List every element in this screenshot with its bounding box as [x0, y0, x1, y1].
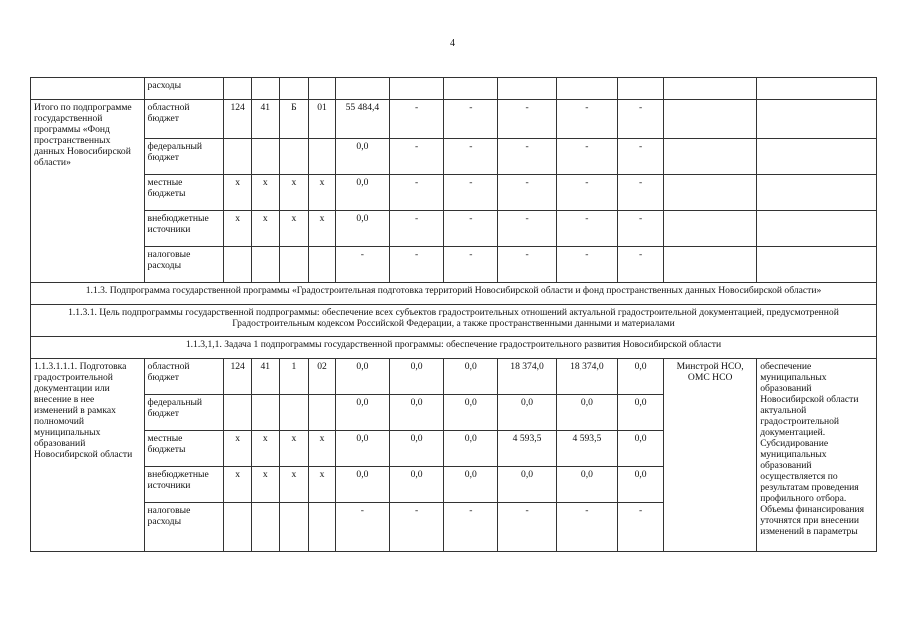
value-cell: 0,0: [335, 431, 389, 467]
value-cell: -: [618, 211, 664, 247]
carry-over-row: [31, 78, 877, 100]
table-cell: [757, 247, 877, 283]
value-cell: 0,0: [618, 431, 664, 467]
rz-cell: [251, 247, 279, 283]
measure-name: 1.1.3.1.1.1. Подготовка градостроительной документации или внесение в нее изменений в рамках полномочий муниципальных образований Новосибирской области: [31, 359, 145, 552]
table-row: [31, 359, 877, 395]
value-cell: -: [444, 503, 498, 552]
source-cell: внебюджетные источники: [144, 211, 224, 247]
value-cell: 18 374,0: [498, 359, 556, 395]
page-number: 4: [450, 38, 455, 49]
value-cell: -: [444, 247, 498, 283]
source-cell: расходы: [144, 78, 224, 100]
pr-cell: [279, 503, 309, 552]
value-cell: 0,0: [444, 395, 498, 431]
rz-cell: [251, 139, 279, 175]
pr-cell: х: [279, 175, 309, 211]
value-cell: -: [556, 503, 617, 552]
csr-cell: 01: [309, 100, 336, 139]
value-cell: -: [390, 503, 444, 552]
value-cell: -: [390, 247, 444, 283]
source-cell: федеральный бюджет: [144, 395, 224, 431]
value-cell: -: [390, 139, 444, 175]
csr-cell: [309, 503, 336, 552]
value-cell: 0,0: [335, 395, 389, 431]
value-cell: -: [556, 139, 617, 175]
source-cell: федеральный бюджет: [144, 139, 224, 175]
value-cell: 0,0: [498, 395, 556, 431]
table-cell: [664, 139, 757, 175]
rz-cell: [251, 503, 279, 552]
table-cell: [757, 175, 877, 211]
goal-heading-row: [31, 305, 877, 337]
rz-cell: [251, 395, 279, 431]
value-cell: 0,0: [335, 467, 389, 503]
pr-cell: х: [279, 211, 309, 247]
table-row: [31, 175, 877, 211]
source-cell: внебюджетные источники: [144, 467, 224, 503]
table-cell: [251, 78, 279, 100]
value-cell: 0,0: [498, 467, 556, 503]
grbs-cell: [224, 139, 252, 175]
value-cell: 0,0: [444, 467, 498, 503]
program-total-label: Итого по подпрограмме государственной программы «Фонд пространственных данных Новосибирской области»: [31, 100, 145, 283]
source-cell: местные бюджеты: [144, 175, 224, 211]
value-cell: 0,0: [335, 359, 389, 395]
grbs-cell: [224, 395, 252, 431]
value-cell: -: [498, 211, 556, 247]
value-cell: -: [335, 503, 389, 552]
value-cell: 18 374,0: [556, 359, 617, 395]
source-cell: налоговые расходы: [144, 247, 224, 283]
value-cell: -: [498, 139, 556, 175]
table-cell: [664, 175, 757, 211]
csr-cell: [309, 139, 336, 175]
source-cell: областной бюджет: [144, 100, 224, 139]
rz-cell: 41: [251, 359, 279, 395]
table-cell: [31, 78, 145, 100]
value-cell: -: [335, 247, 389, 283]
value-cell: -: [390, 175, 444, 211]
table-cell: [757, 78, 877, 100]
csr-cell: [309, 395, 336, 431]
value-cell: -: [444, 211, 498, 247]
csr-cell: 02: [309, 359, 336, 395]
section-heading-row: [31, 283, 877, 305]
grbs-cell: х: [224, 467, 252, 503]
table-cell: [309, 78, 336, 100]
rz-cell: х: [251, 175, 279, 211]
rz-cell: х: [251, 211, 279, 247]
result-cell: обеспечение муниципальных образований Новосибирской области актуальной градостроительной документацией. Субсидирование муниципальных образований осуществляется по результатам проведения профильного отбора. Объемы финансирования уточнятся при внесении изменений в параметры: [757, 359, 877, 552]
value-cell: 0,0: [618, 467, 664, 503]
table-cell: [664, 100, 757, 139]
pr-cell: 1: [279, 359, 309, 395]
pr-cell: [279, 139, 309, 175]
value-cell: 0,0: [390, 395, 444, 431]
table-cell: [335, 78, 389, 100]
table-cell: [664, 247, 757, 283]
grbs-cell: х: [224, 431, 252, 467]
value-cell: -: [498, 503, 556, 552]
table-cell: [664, 211, 757, 247]
executor-cell: Минстрой НСО, ОМС НСО: [664, 359, 757, 552]
value-cell: 4 593,5: [556, 431, 617, 467]
table-cell: [757, 211, 877, 247]
value-cell: 0,0: [390, 467, 444, 503]
value-cell: 0,0: [444, 431, 498, 467]
value-cell: 0,0: [390, 359, 444, 395]
value-cell: 0,0: [335, 175, 389, 211]
csr-cell: х: [309, 211, 336, 247]
pr-cell: х: [279, 467, 309, 503]
csr-cell: [309, 247, 336, 283]
pr-cell: Б: [279, 100, 309, 139]
value-cell: -: [556, 211, 617, 247]
source-cell: местные бюджеты: [144, 431, 224, 467]
value-cell: 0,0: [390, 431, 444, 467]
value-cell: -: [618, 139, 664, 175]
value-cell: -: [444, 175, 498, 211]
value-cell: 0,0: [335, 211, 389, 247]
table-row: [31, 247, 877, 283]
value-cell: 0,0: [618, 359, 664, 395]
value-cell: 4 593,5: [498, 431, 556, 467]
rz-cell: х: [251, 467, 279, 503]
value-cell: -: [498, 100, 556, 139]
csr-cell: х: [309, 467, 336, 503]
value-cell: -: [618, 100, 664, 139]
table-cell: [224, 78, 252, 100]
rz-cell: 41: [251, 100, 279, 139]
value-cell: -: [444, 139, 498, 175]
value-cell: -: [618, 503, 664, 552]
csr-cell: х: [309, 431, 336, 467]
grbs-cell: х: [224, 175, 252, 211]
table-cell: [757, 100, 877, 139]
table-cell: [390, 78, 444, 100]
value-cell: -: [390, 100, 444, 139]
value-cell: -: [498, 247, 556, 283]
value-cell: 55 484,4: [335, 100, 389, 139]
value-cell: -: [498, 175, 556, 211]
rz-cell: х: [251, 431, 279, 467]
table-cell: [279, 78, 309, 100]
value-cell: 0,0: [618, 395, 664, 431]
value-cell: -: [556, 247, 617, 283]
value-cell: -: [556, 100, 617, 139]
budget-table: [30, 77, 877, 552]
value-cell: -: [618, 247, 664, 283]
value-cell: 0,0: [556, 467, 617, 503]
table-cell: [757, 139, 877, 175]
table-cell: [556, 78, 617, 100]
table-row: [31, 211, 877, 247]
value-cell: 0,0: [556, 395, 617, 431]
grbs-cell: 124: [224, 100, 252, 139]
table-cell: [444, 78, 498, 100]
csr-cell: х: [309, 175, 336, 211]
task-heading-row: [31, 337, 877, 359]
task-heading: 1.1.3,1,1. Задача 1 подпрограммы государственной программы: обеспечение градостроительного развития Новосибирской области: [31, 337, 877, 359]
value-cell: 0,0: [335, 139, 389, 175]
value-cell: 0,0: [444, 359, 498, 395]
grbs-cell: х: [224, 211, 252, 247]
grbs-cell: [224, 247, 252, 283]
source-cell: областной бюджет: [144, 359, 224, 395]
table-row: [31, 100, 877, 139]
value-cell: -: [618, 175, 664, 211]
table-cell: [618, 78, 664, 100]
source-cell: налоговые расходы: [144, 503, 224, 552]
pr-cell: х: [279, 431, 309, 467]
pr-cell: [279, 395, 309, 431]
table-row: [31, 139, 877, 175]
goal-heading: 1.1.3.1. Цель подпрограммы государственной подпрограммы: обеспечение всех субъектов градостроительных отношений актуальной градостроительной документацией, предусмотренной Градостроительным кодексом Российской Федерации, а также пространственными данными и материалами: [31, 305, 877, 337]
value-cell: -: [556, 175, 617, 211]
table-cell: [498, 78, 556, 100]
pr-cell: [279, 247, 309, 283]
subprogram-heading: 1.1.3. Подпрограмма государственной программы «Градостроительная подготовка территорий Новосибирской области и фонд пространственных данных Новосибирской области»: [31, 283, 877, 305]
value-cell: -: [390, 211, 444, 247]
value-cell: -: [444, 100, 498, 139]
grbs-cell: 124: [224, 359, 252, 395]
table-cell: [664, 78, 757, 100]
grbs-cell: [224, 503, 252, 552]
